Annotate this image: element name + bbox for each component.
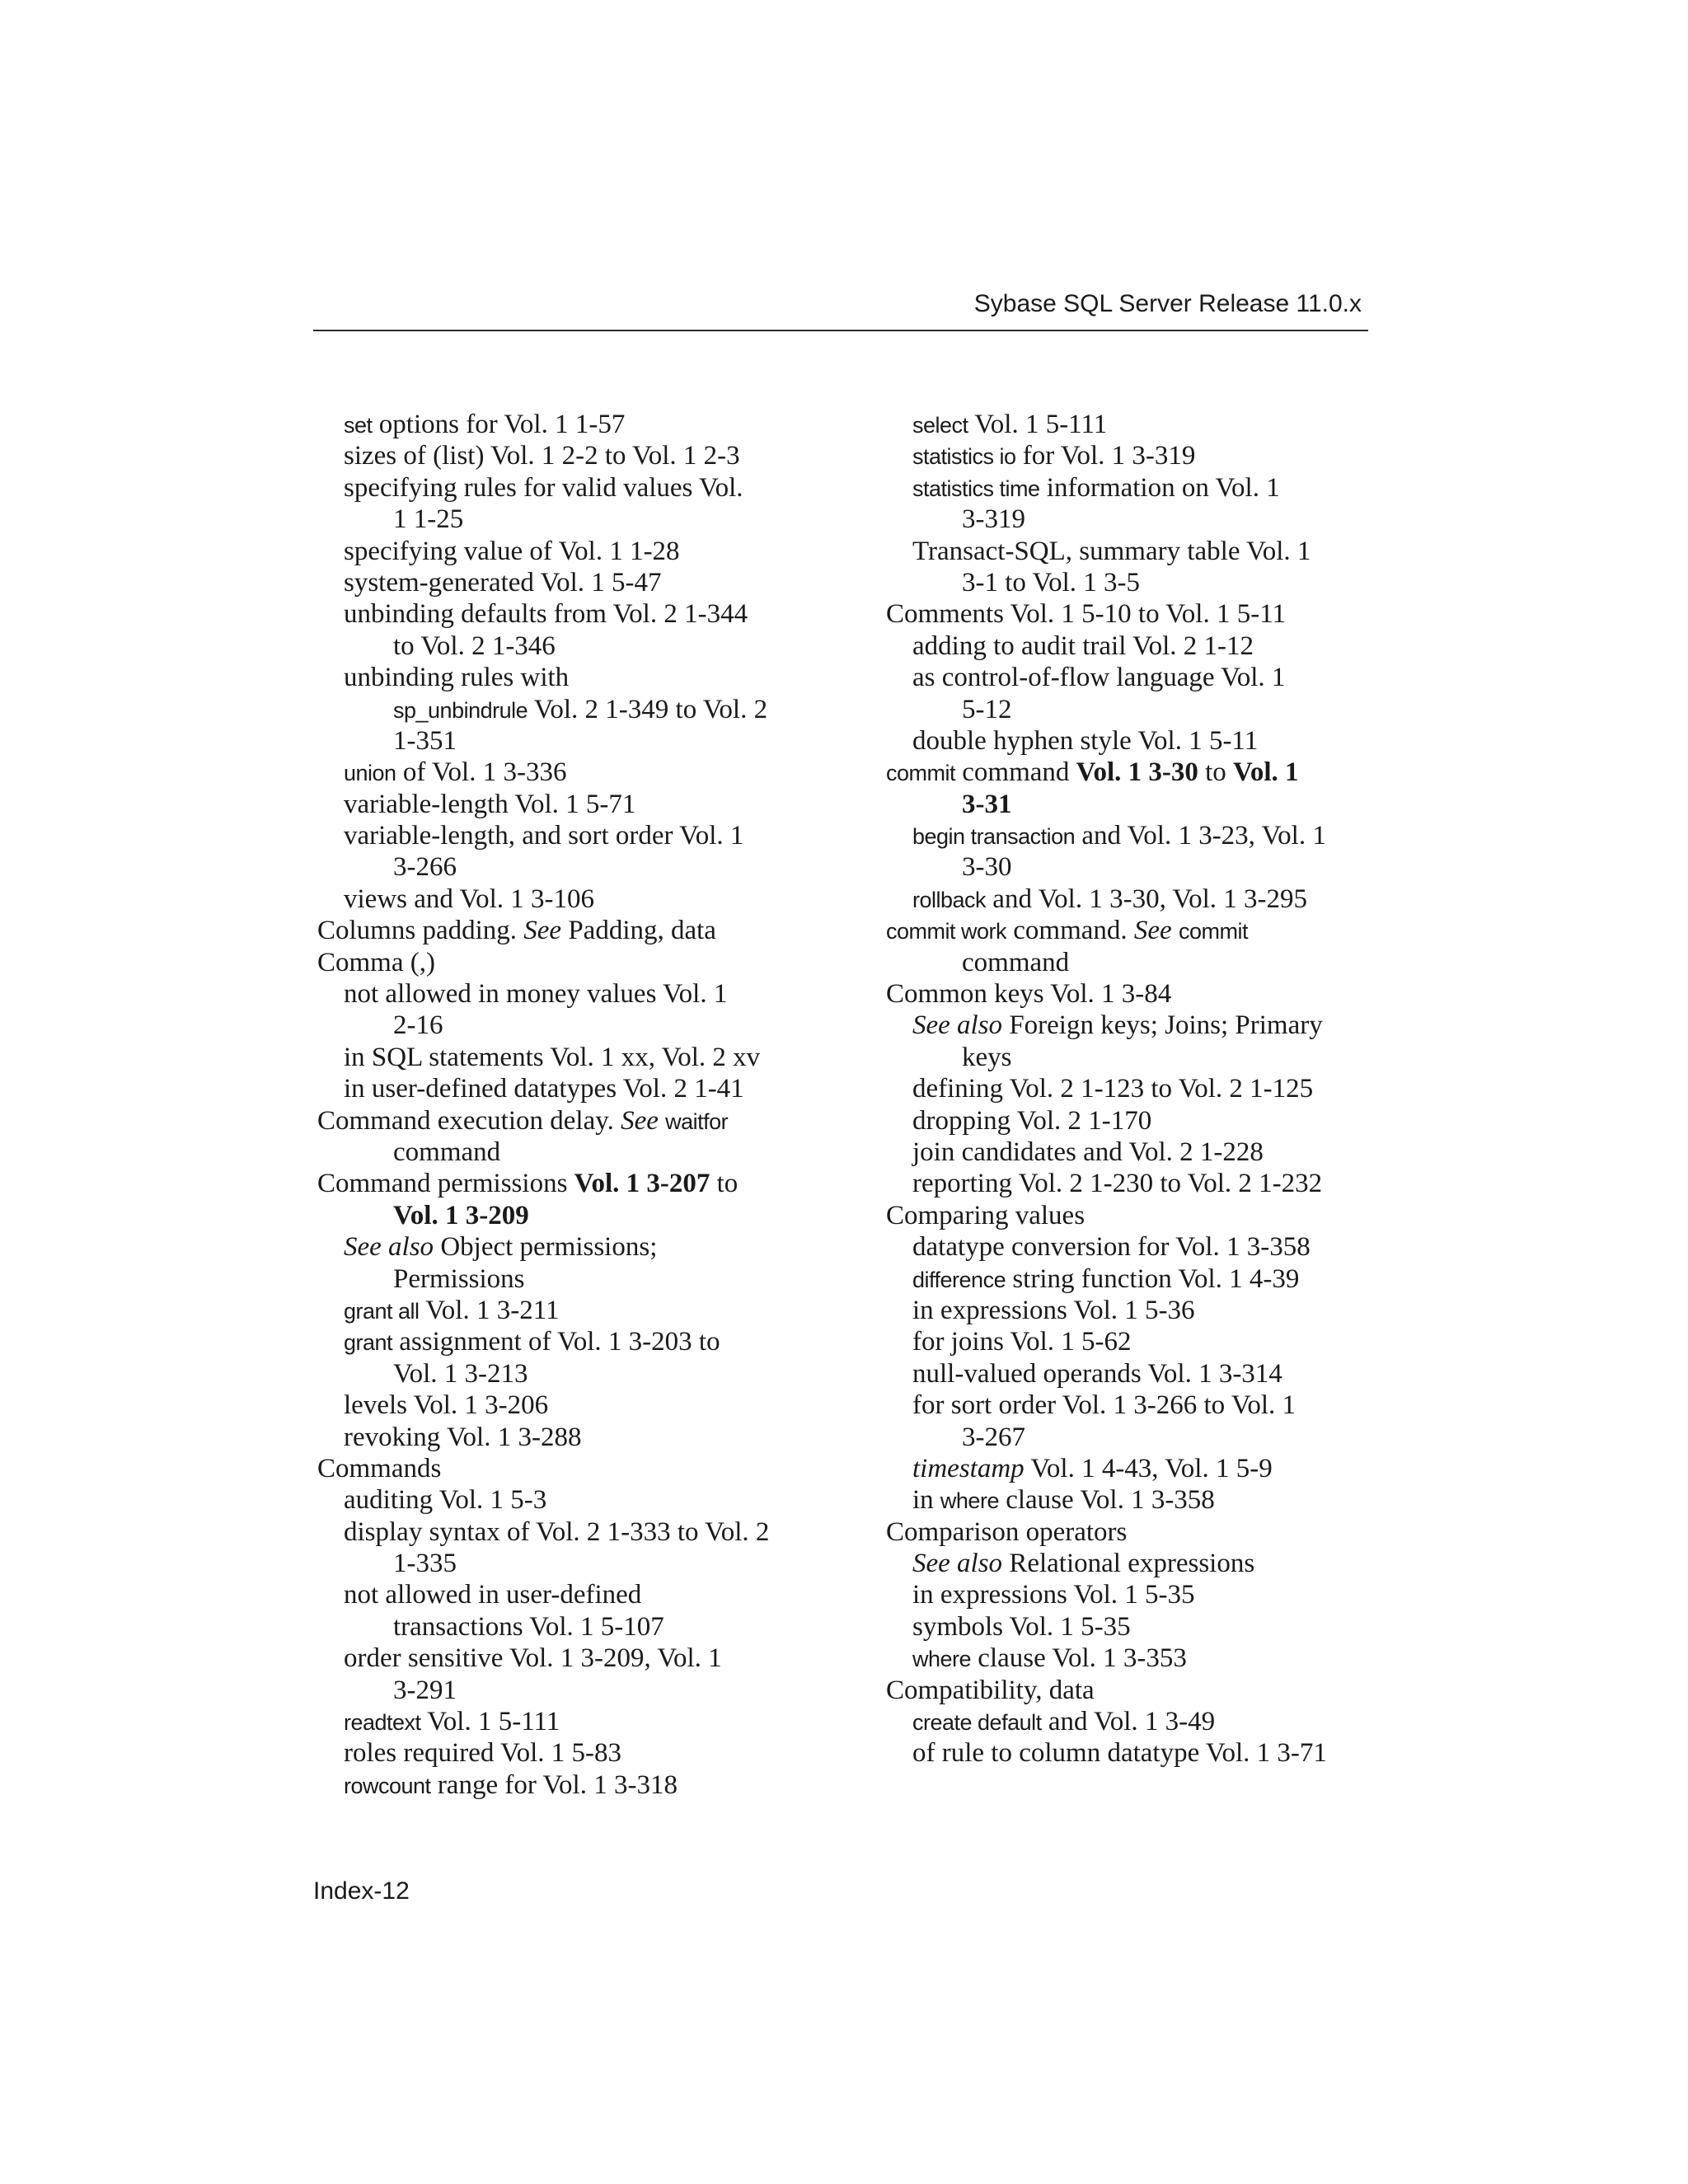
index-text: grant [344, 1330, 393, 1356]
index-text: unbinding defaults from Vol. 2 1-344 [344, 599, 748, 630]
index-text: and Vol. 1 3-23, Vol. 1 [1075, 821, 1326, 851]
index-text: waitfor [665, 1108, 729, 1134]
index-subentry [886, 409, 1397, 440]
index-text: symbols Vol. 1 5-35 [912, 1611, 1131, 1642]
index-subentry [317, 820, 828, 851]
index-subentry [317, 1042, 828, 1073]
index-subentry [317, 1010, 828, 1041]
index-subentry [317, 409, 828, 440]
index-text: Commands [317, 1453, 442, 1483]
index-subentry [886, 1263, 1397, 1295]
index-subentry [886, 567, 1397, 598]
index-subentry [317, 440, 828, 471]
index-text [1172, 916, 1179, 945]
index-text: create default [912, 1710, 1042, 1736]
index-text: levels Vol. 1 3-206 [344, 1390, 549, 1421]
index-text: Vol. 1 3-209 [393, 1200, 529, 1230]
index-entry [886, 1675, 1397, 1706]
index-text: information on Vol. 1 [1039, 472, 1280, 503]
index-subentry [886, 883, 1397, 915]
index-subentry [317, 1769, 828, 1801]
index-text: begin transaction [912, 824, 1076, 850]
index-text: keys [962, 1042, 1012, 1072]
index-subentry [317, 472, 828, 504]
index-text: to [1198, 757, 1234, 788]
page-number: Index-12 [313, 1877, 410, 1905]
index-text: Permissions [393, 1263, 525, 1294]
index-text: join candidates and Vol. 2 1-228 [912, 1137, 1264, 1167]
index-subentry [886, 1042, 1397, 1073]
index-entry [886, 915, 1397, 946]
index-text: 1-351 [393, 725, 457, 756]
index-text: of rule to column datatype Vol. 1 3-71 [912, 1738, 1327, 1769]
index-text: commit work [886, 919, 1007, 944]
index-subentry [317, 1737, 828, 1769]
index-text: Vol. 1 5-111 [420, 1707, 560, 1737]
index-text: Vol. 1 3-213 [393, 1358, 528, 1389]
index-subentry [317, 1675, 828, 1706]
index-text: to [710, 1169, 738, 1199]
index-text: Vol. 1 5-111 [968, 410, 1108, 439]
index-text: command [393, 1137, 501, 1167]
index-text: command [962, 947, 1070, 977]
index-text: Vol. 1 3-30 [1076, 757, 1198, 788]
index-entry [317, 1453, 828, 1484]
index-text: commit [886, 761, 955, 786]
index-text: and Vol. 1 3-30, Vol. 1 3-295 [986, 883, 1307, 914]
index-text: reporting Vol. 2 1-230 to Vol. 2 1-232 [912, 1169, 1323, 1199]
index-entry [317, 1168, 828, 1199]
index-subentry [317, 1643, 828, 1674]
index-text: Object permissions; [434, 1232, 658, 1263]
index-text: assignment of Vol. 1 3-203 to [392, 1327, 720, 1357]
index-text: Comparing values [886, 1200, 1085, 1230]
index-subentry [317, 694, 828, 725]
index-text: sp_unbindrule [393, 697, 528, 723]
index-column-right [886, 409, 1397, 1769]
index-text: 3-31 [962, 789, 1012, 819]
index-text: See also [912, 1010, 1003, 1041]
index-entry [317, 1105, 828, 1137]
index-text: See [621, 1105, 659, 1136]
index-text: Comma (,) [317, 947, 435, 977]
index-text: double hyphen style Vol. 1 5-11 [912, 725, 1259, 756]
index-text: 3-291 [393, 1675, 457, 1705]
index-text: variable-length Vol. 1 5-71 [344, 789, 636, 819]
index-entry [317, 915, 828, 946]
index-subentry [886, 789, 1397, 820]
index-subentry [317, 598, 828, 630]
index-text: as control-of-flow language Vol. 1 [912, 663, 1286, 693]
index-text: clause Vol. 1 3-353 [971, 1643, 1187, 1674]
index-text: clause Vol. 1 3-358 [998, 1485, 1215, 1516]
index-subentry [886, 851, 1397, 883]
index-text: difference [912, 1267, 1006, 1292]
index-text: See also [344, 1232, 434, 1263]
index-text: Foreign keys; Joins; Primary [1002, 1010, 1323, 1041]
index-subentry [317, 1231, 828, 1263]
index-text: 2-16 [393, 1010, 443, 1041]
index-text: command. [1006, 916, 1134, 946]
index-text: datatype conversion for Vol. 1 3-358 [912, 1232, 1311, 1263]
index-subentry [886, 1168, 1397, 1199]
index-text: Padding, data [561, 916, 716, 946]
index-text: sizes of (list) Vol. 1 2-2 to Vol. 1 2-3 [344, 441, 740, 471]
index-subentry [317, 1326, 828, 1357]
index-text: string function Vol. 1 4-39 [1006, 1263, 1300, 1294]
index-text: order sensitive Vol. 1 3-209, Vol. 1 [344, 1643, 722, 1674]
index-text: statistics io [912, 444, 1016, 470]
index-subentry [886, 1737, 1397, 1769]
index-entry [886, 757, 1397, 788]
index-text: 5-12 [962, 694, 1012, 724]
index-column-left [317, 409, 828, 1801]
index-text: Vol. 1 [1233, 757, 1299, 788]
index-subentry [317, 883, 828, 915]
index-text: grant all [344, 1298, 420, 1324]
index-text: display syntax of Vol. 2 1-333 to Vol. 2 [344, 1516, 770, 1547]
index-text: rollback [912, 887, 987, 912]
index-text: Vol. 2 1-349 to Vol. 2 [528, 694, 768, 724]
index-text: 3-266 [393, 852, 457, 883]
index-text: range for Vol. 1 3-318 [430, 1769, 678, 1800]
index-text: null-valued operands Vol. 1 3-314 [912, 1358, 1282, 1389]
index-subentry [886, 472, 1397, 504]
index-subentry [886, 1137, 1397, 1168]
index-text: of Vol. 1 3-336 [396, 757, 567, 788]
index-subentry [317, 757, 828, 788]
index-text: Transact-SQL, summary table Vol. 1 [912, 536, 1311, 566]
index-text: in [912, 1485, 940, 1516]
index-subentry [886, 1579, 1397, 1610]
index-text: union [344, 761, 396, 786]
index-subentry [317, 1295, 828, 1326]
index-subentry [317, 789, 828, 820]
index-text: Vol. 1 3-207 [574, 1169, 710, 1199]
index-subentry [886, 1326, 1397, 1357]
index-subentry [886, 1484, 1397, 1516]
index-subentry [886, 1611, 1397, 1643]
index-subentry [317, 1073, 828, 1104]
index-subentry [886, 1010, 1397, 1041]
index-text: views and Vol. 1 3-106 [344, 883, 595, 914]
index-text: statistics time [912, 476, 1040, 501]
index-subentry [886, 630, 1397, 662]
index-text: Comparison operators [886, 1516, 1128, 1547]
index-text: 1-335 [393, 1549, 457, 1579]
index-text [659, 1106, 665, 1136]
index-subentry [886, 1231, 1397, 1263]
index-text: Vol. 1 4-43, Vol. 1 5-9 [1024, 1453, 1273, 1483]
index-subentry [886, 1422, 1397, 1453]
index-subentry [317, 630, 828, 662]
index-text: 3-267 [962, 1422, 1025, 1452]
header-title: Sybase SQL Server Release 11.0.x [973, 290, 1362, 317]
index-subentry [317, 1422, 828, 1453]
index-subentry [886, 1643, 1397, 1674]
index-text: See [1133, 916, 1172, 946]
index-subentry [886, 1390, 1397, 1421]
index-text: adding to audit trail Vol. 2 1-12 [912, 630, 1254, 661]
index-text: in expressions Vol. 1 5-35 [912, 1580, 1195, 1610]
index-text: defining Vol. 2 1-123 to Vol. 2 1-125 [912, 1074, 1314, 1104]
index-text: for Vol. 1 3-319 [1015, 441, 1196, 471]
page-header [313, 288, 1368, 331]
index-subentry [886, 1358, 1397, 1390]
index-subentry [317, 978, 828, 1010]
index-text: select [912, 413, 968, 438]
index-subentry [886, 536, 1397, 567]
index-text: in expressions Vol. 1 5-36 [912, 1295, 1195, 1325]
index-text: Command execution delay. [317, 1105, 621, 1136]
index-subentry [886, 662, 1397, 693]
index-text: system-generated Vol. 1 5-47 [344, 567, 662, 598]
index-text: See also [912, 1549, 1003, 1579]
index-text: Command permissions [317, 1169, 574, 1199]
index-text: set [344, 413, 373, 438]
index-subentry [317, 1611, 828, 1643]
index-text: for sort order Vol. 1 3-266 to Vol. 1 [912, 1390, 1296, 1421]
index-text: specifying rules for valid values Vol. [344, 472, 743, 503]
index-entry [886, 978, 1397, 1010]
index-subentry [317, 1137, 828, 1168]
index-subentry [317, 1706, 828, 1737]
index-text: 3-30 [962, 852, 1012, 883]
index-text: revoking Vol. 1 3-288 [344, 1422, 582, 1452]
index-text: 3-1 to Vol. 1 3-5 [962, 567, 1141, 598]
index-text: See [523, 916, 562, 946]
index-text: where [940, 1488, 999, 1514]
index-subentry [317, 725, 828, 757]
index-subentry [886, 947, 1397, 978]
index-text: and Vol. 1 3-49 [1041, 1707, 1216, 1737]
index-text: roles required Vol. 1 5-83 [344, 1738, 621, 1769]
index-text: commit [1178, 919, 1248, 944]
index-text: readtext [344, 1710, 421, 1736]
index-subentry [886, 1105, 1397, 1137]
index-text: rowcount [344, 1773, 431, 1798]
index-text: auditing Vol. 1 5-3 [344, 1485, 547, 1516]
index-subentry [886, 1706, 1397, 1737]
index-text: timestamp [912, 1453, 1025, 1483]
index-subentry [886, 725, 1397, 757]
index-entry [886, 1516, 1397, 1548]
index-subentry [317, 851, 828, 883]
index-subentry [317, 1484, 828, 1516]
index-text: command [955, 757, 1076, 788]
index-text: Columns padding. [317, 916, 524, 946]
index-text: Relational expressions [1002, 1549, 1255, 1579]
index-text: in SQL statements Vol. 1 xx, Vol. 2 xv [344, 1042, 761, 1072]
index-text: in user-defined datatypes Vol. 2 1-41 [344, 1074, 744, 1104]
index-subentry [317, 504, 828, 535]
index-text: 1 1-25 [393, 504, 464, 535]
index-subentry [317, 1390, 828, 1421]
index-subentry [317, 1579, 828, 1610]
index-text: transactions Vol. 1 5-107 [393, 1611, 664, 1642]
index-subentry [886, 504, 1397, 535]
index-subentry [886, 820, 1397, 851]
index-subentry [886, 440, 1397, 471]
index-subentry [886, 1548, 1397, 1579]
index-text: options for Vol. 1 1-57 [372, 410, 626, 439]
index-subentry [317, 662, 828, 693]
index-text: not allowed in user-defined [344, 1580, 642, 1610]
index-subentry [886, 1295, 1397, 1326]
index-subentry [317, 1358, 828, 1390]
index-text: where [912, 1647, 972, 1672]
index-subentry [886, 694, 1397, 725]
index-text: to Vol. 2 1-346 [393, 630, 556, 661]
index-text: specifying value of Vol. 1 1-28 [344, 536, 680, 566]
index-subentry [317, 536, 828, 567]
index-entry [886, 1200, 1397, 1231]
index-subentry [886, 1073, 1397, 1104]
index-subentry [317, 1548, 828, 1579]
index-subentry [886, 1453, 1397, 1484]
index-text: Comments Vol. 1 5-10 to Vol. 1 5-11 [886, 599, 1286, 630]
index-text: unbinding rules with [344, 663, 570, 693]
index-subentry [317, 1200, 828, 1231]
index-subentry [317, 567, 828, 598]
index-entry [886, 598, 1397, 630]
index-text: for joins Vol. 1 5-62 [912, 1327, 1132, 1357]
index-text: Common keys Vol. 1 3-84 [886, 979, 1172, 1010]
index-subentry [317, 1516, 828, 1548]
index-text: 3-319 [962, 504, 1025, 535]
index-entry [317, 947, 828, 978]
index-text: Vol. 1 3-211 [419, 1295, 560, 1325]
index-text: not allowed in money values Vol. 1 [344, 979, 728, 1010]
index-text: variable-length, and sort order Vol. 1 [344, 821, 744, 851]
index-subentry [317, 1263, 828, 1295]
index-text: dropping Vol. 2 1-170 [912, 1105, 1152, 1136]
index-text: Compatibility, data [886, 1675, 1095, 1705]
